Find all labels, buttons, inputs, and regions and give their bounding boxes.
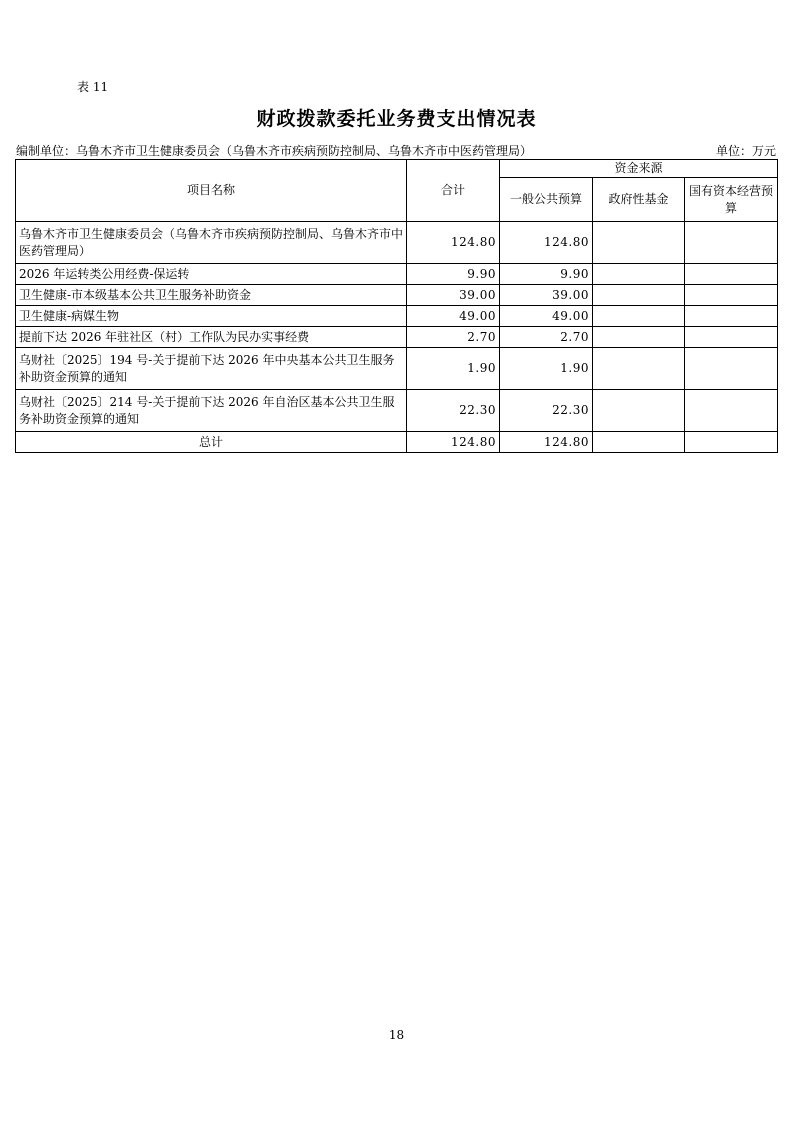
- row-capital: [685, 390, 778, 432]
- row-general: 1.90: [500, 348, 593, 390]
- row-name: 卫生健康-病媒生物: [16, 306, 407, 327]
- table-row: [16, 390, 778, 432]
- row-name: 卫生健康-市本级基本公共卫生服务补助资金: [16, 285, 407, 306]
- row-name: 乌财社〔2025〕214 号-关于提前下达 2026 年自治区基本公共卫生服务补助资金预算的通知: [16, 390, 407, 432]
- row-name: 提前下达 2026 年驻社区（村）工作队为民办实事经费: [16, 327, 407, 348]
- header-source: 资金来源: [500, 160, 778, 178]
- header-general-budget: 一般公共预算: [500, 178, 593, 222]
- row-total: 124.80: [407, 222, 500, 264]
- table-number: 表 11: [77, 80, 109, 94]
- row-capital: [685, 306, 778, 327]
- table-row: [16, 306, 778, 327]
- grand-total-total: 124.80: [407, 432, 500, 453]
- row-total: 39.00: [407, 285, 500, 306]
- row-total: 49.00: [407, 306, 500, 327]
- row-fund: [593, 348, 685, 390]
- table-row: [16, 264, 778, 285]
- page-number: 18: [388, 1028, 405, 1042]
- row-general: 22.30: [500, 390, 593, 432]
- compiling-unit: 编制单位：乌鲁木齐市卫生健康委员会（乌鲁木齐市疾病预防控制局、乌鲁木齐市中医药管理局）: [16, 144, 533, 158]
- row-name: 2026 年运转类公用经费-保运转: [16, 264, 407, 285]
- row-general: 39.00: [500, 285, 593, 306]
- row-capital: [685, 264, 778, 285]
- row-general: 124.80: [500, 222, 593, 264]
- row-capital: [685, 348, 778, 390]
- table-row: [16, 222, 778, 264]
- row-fund: [593, 327, 685, 348]
- grand-total-label: 总计: [16, 432, 407, 453]
- row-general: 9.90: [500, 264, 593, 285]
- row-capital: [685, 327, 778, 348]
- header-project: 项目名称: [16, 160, 407, 222]
- row-name: 乌财社〔2025〕194 号-关于提前下达 2026 年中央基本公共卫生服务补助资金预算的通知: [16, 348, 407, 390]
- row-total: 1.90: [407, 348, 500, 390]
- row-fund: [593, 306, 685, 327]
- header-row-1: [16, 160, 778, 178]
- row-general: 2.70: [500, 327, 593, 348]
- row-total: 9.90: [407, 264, 500, 285]
- page-title: 财政拨款委托业务费支出情况表: [256, 108, 537, 130]
- row-fund: [593, 222, 685, 264]
- row-fund: [593, 264, 685, 285]
- row-fund: [593, 390, 685, 432]
- row-capital: [685, 222, 778, 264]
- header-state-capital: 国有资本经营预算: [685, 178, 778, 222]
- row-fund: [593, 285, 685, 306]
- table-row: [16, 327, 778, 348]
- expense-table: [15, 159, 778, 453]
- header-total: 合计: [407, 160, 500, 222]
- grand-total-general: 124.80: [500, 432, 593, 453]
- row-total: 22.30: [407, 390, 500, 432]
- header-gov-fund: 政府性基金: [593, 178, 685, 222]
- grand-total-capital: [685, 432, 778, 453]
- money-unit: 单位：万元: [715, 144, 776, 158]
- grand-total-row: [16, 432, 778, 453]
- grand-total-fund: [593, 432, 685, 453]
- table-row: [16, 348, 778, 390]
- row-name: 乌鲁木齐市卫生健康委员会（乌鲁木齐市疾病预防控制局、乌鲁木齐市中医药管理局）: [16, 222, 407, 264]
- row-general: 49.00: [500, 306, 593, 327]
- row-capital: [685, 285, 778, 306]
- table-row: [16, 285, 778, 306]
- row-total: 2.70: [407, 327, 500, 348]
